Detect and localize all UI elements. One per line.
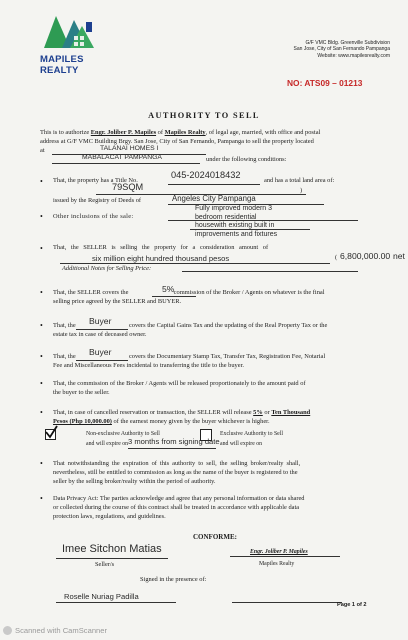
dst-prefix: That, the (53, 353, 76, 360)
seller-name: Imee Sitchon Matias (62, 543, 162, 555)
dst-line-2: Fee and Miscellaneous Fees incidental to transferring the title to the buyer. (53, 362, 244, 369)
check-mark-icon (44, 425, 58, 444)
intro-prefix: This is to authorize (40, 129, 90, 136)
intro-line-1 (40, 129, 370, 137)
cgt-party-line (76, 329, 128, 330)
expire-value: 3 months from signing date (128, 437, 220, 446)
amount-number: 6,800,000.00 (340, 251, 391, 261)
address-line-3: Website: www.mapilesrealty.com (317, 52, 390, 59)
other-label: Other inclusions of the sale: (53, 213, 134, 220)
witness-name: Roselle Nuriag Padilla (64, 592, 139, 601)
seller-selling: That, the SELLER is selling the property for a consideration amount of (53, 244, 269, 251)
expire-line (128, 448, 216, 449)
address-line-2: San Jose, City of San Fernando Pampanga (293, 46, 390, 53)
cancel-text: That, in case of cancelled reservation or transaction, the SELLER will release (53, 409, 252, 416)
dst-party: Buyer (89, 347, 112, 357)
release-line-2: the buyer to the seller. (53, 389, 110, 396)
commission-pct: 5% (162, 284, 175, 294)
cgt-rest: covers the Capital Gains Tax and the updating of the Real Property Tax or the (128, 322, 328, 329)
bullet: • (40, 321, 43, 330)
commission-line-2: selling price agreed by the SELLER and BUYER. (53, 298, 182, 305)
bullet: • (40, 494, 43, 503)
seller-signature-line (56, 558, 168, 559)
title-prefix: That, the property has a Title No. (53, 177, 138, 184)
conforme-heading: CONFORME: (193, 533, 237, 541)
expiry-line-3: seller by the selling broker/realty within the period of authority. (53, 478, 216, 485)
cancel-pct: 5% (253, 409, 263, 416)
inclusion-line-3: housewith existing built in (195, 222, 275, 230)
land-area-close: ) (300, 187, 303, 194)
additional-notes-line (182, 271, 358, 272)
cgt-prefix: That, the (53, 322, 76, 329)
title-no: 045-2024018432 (171, 170, 241, 180)
intro-rest: , of legal age, married, with office and postal (205, 129, 321, 136)
registry: Angeles City Pampanga (172, 194, 256, 203)
cancel-amount: Pesos (Php 10,000.00) (53, 418, 112, 425)
logo-mark (40, 12, 120, 50)
company-logo (40, 12, 120, 76)
inclusions-line-2 (190, 229, 310, 230)
bullet: • (40, 352, 43, 361)
location-2: MABALACAT PAMPANGA (82, 154, 162, 161)
land-area: 79SQM (112, 182, 144, 192)
exclusive-label: Exclusive Authority to Sell (220, 431, 283, 437)
company-address (240, 40, 390, 59)
amount-net: net (393, 251, 405, 261)
bullet: • (40, 177, 43, 186)
expiry-line-1: That notwithstanding the expiration of this authority to sell, the selling broker/realty shall, (53, 460, 301, 467)
intro-at: at (40, 147, 45, 154)
expire-label: and will expire on (86, 441, 129, 447)
cancel-line-1 (53, 409, 310, 417)
seller-label: Seller/s (95, 561, 115, 568)
expiry-line-2: nevertheless, still be entitled to commission as long as the name of the buyer is registered to the (53, 469, 298, 476)
nonexclusive-label: Non-exclusive Authority to Sell (86, 431, 160, 437)
inclusion-line-4: improvements and fixtures (195, 230, 278, 238)
cancel-ten: Ten Thousand (271, 409, 311, 416)
bullet: • (40, 459, 43, 468)
inclusion-line-1: Fully improved modern 3 (195, 205, 273, 212)
intro-of: of (157, 129, 163, 136)
witness-line (56, 602, 176, 603)
scanner-tag (3, 626, 107, 635)
camscanner-icon (3, 626, 12, 635)
release-line-1: That, the commission of the Broker / Agents will be released proportionately to the amount paid of (53, 380, 306, 387)
bullet: • (40, 212, 43, 221)
page-number: Page 1 of 2 (337, 602, 367, 608)
privacy-line-2: or collected during the course of this contract shall be treated in accordance with applicable data (53, 504, 300, 511)
cgt-party: Buyer (89, 316, 112, 326)
form-number: NO: ATS09 – 01213 (287, 78, 363, 88)
cancel-or: or (264, 409, 270, 416)
inclusions (195, 205, 277, 239)
scanner-text: Scanned with CamScanner (15, 626, 108, 635)
brand-name: MAPILES REALTY (40, 54, 84, 76)
cgt-line-2: estate tax in case of deceased owner. (53, 331, 147, 338)
issued-by: issued by the Registry of Deeds of (53, 197, 142, 204)
intro-line-2: address at G/F VMC Building Brgy. San Jose, City of San Fernando, Pampanga to sell the property located (40, 138, 314, 145)
intro-under: under the following conditions: (206, 156, 287, 163)
signed-in-presence: Signed in the presence of: (140, 576, 207, 583)
title-no-line (168, 184, 260, 185)
privacy-line-1: Data Privacy Act: The parties acknowledge and agree that any personal information or data shared (53, 495, 305, 502)
bullet: • (40, 244, 43, 253)
cancel-line-2 (53, 418, 270, 426)
witness-line-2 (232, 602, 342, 603)
intro-company: Mapiles Realty (164, 129, 206, 136)
bullet: • (40, 408, 43, 417)
document-title: AUTHORITY TO SELL (148, 111, 260, 120)
address-line-1: G/F VMC Bldg. Greenville Subdivision (305, 40, 390, 46)
land-area-label: and has a total land area of: (264, 177, 335, 184)
intro-broker: Engr. Joliber P. Mapiles (90, 129, 157, 136)
amount-open: ( (335, 254, 338, 261)
dst-party-line (76, 360, 128, 361)
commission-rest: commission of the Broker / Agents on whatever is the final (173, 289, 325, 296)
dst-rest: covers the Documentary Stamp Tax, Transfer Tax, Registration Fee, Notarial (128, 353, 326, 360)
commission-pct-line (152, 296, 196, 297)
broker-company: Mapiles Realty (259, 561, 295, 567)
cancel-rest: of the earnest money given by the buyer whichever is higher. (113, 418, 270, 425)
privacy-line-3: protection laws, regulations, and guidelines. (53, 513, 166, 520)
inclusion-line-2: bedroom residential (195, 213, 257, 221)
broker-name: Engr. Joliber P. Mapiles (250, 549, 308, 555)
expire-label-2: and will expire on (220, 441, 263, 447)
amount-words: six million eight hundred thousand pesos (92, 254, 230, 263)
bullet: • (40, 379, 43, 388)
location-line-2 (52, 163, 200, 164)
commission-prefix: That, the SELLER covers the (53, 289, 129, 296)
location-1: TALANAI HOMES I (100, 145, 159, 152)
additional-notes: Additional Notes for Selling Price: (62, 265, 152, 272)
bullet: • (40, 288, 43, 297)
amount-words-line (60, 263, 330, 264)
